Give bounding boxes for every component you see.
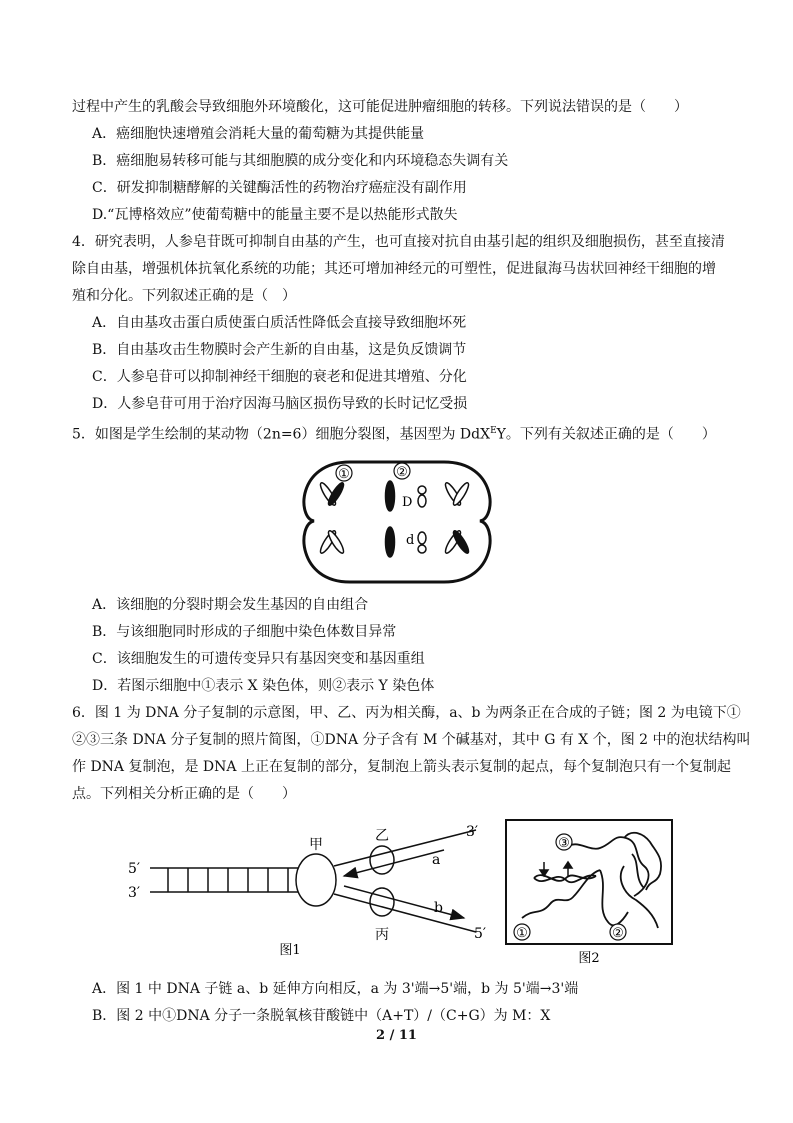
q4-stem-line1: 4．研究表明，人参皂苷既可抑制自由基的产生，也可直接对抗自由基引起的组织及细胞损伤，甚至直接清	[72, 234, 725, 250]
fig1-enzyme-yi: 乙	[375, 828, 389, 844]
gene-d-upper: D	[402, 495, 413, 510]
chromosome-upper-middle	[386, 481, 395, 511]
chromosome-lower-left	[318, 529, 346, 555]
q5-option-c: C．该细胞发生的可遗传变异只有基因突变和基因重组	[92, 651, 425, 667]
q5-stem-sup: E	[490, 426, 497, 436]
q5-stem-after: Y。下列有关叙述正确的是（ ）	[496, 426, 716, 443]
enzyme-bing	[370, 888, 394, 916]
q3-option-d: D.“瓦博格效应”使葡萄糖中的能量主要不是以热能形式散失	[92, 207, 458, 223]
q3-stem-tail: 过程中产生的乳酸会导致细胞外环境酸化，这可能促进肿瘤细胞的转移。下列说法错误的是（ ）	[72, 99, 688, 115]
cell-outline	[304, 462, 490, 582]
fig2-label-3: ③	[558, 836, 570, 851]
q6-stem-line1: 6．图 1 为 DNA 分子复制的示意图，甲、乙、丙为相关酶，a、b 为两条正在合成的子链；图 2 为电镜下①	[72, 705, 741, 721]
chromosome-upper-left	[318, 481, 346, 507]
q5-option-d: D．若图示细胞中①表示 X 染色体，则②表示 Y 染色体	[92, 678, 435, 694]
q3-option-a: A．癌细胞快速增殖会消耗大量的葡萄糖为其提供能量	[92, 126, 425, 142]
q6-option-b: B．图 2 中①DNA 分子一条脱氧核苷酸链中（A+T）/（C+G）为 M：X	[92, 1008, 551, 1024]
q5-stem	[72, 421, 716, 445]
q4-stem-line3: 殖和分化。下列叙述正确的是（ ）	[72, 288, 296, 304]
q3-option-c: C．研发抑制糖酵解的关键酶活性的药物治疗癌症没有副作用	[92, 180, 467, 196]
chromosome-lower-small	[418, 532, 426, 553]
cell-division-figure	[292, 456, 502, 586]
dna-replication-figure-2	[504, 818, 679, 968]
q6-option-a: A．图 1 中 DNA 子链 a、b 延伸方向相反，a 为 3'端→5'端，b 为 5'端→3'端	[92, 981, 579, 997]
chromosome-lower-middle	[386, 527, 395, 557]
fig2-label-2: ②	[612, 926, 624, 941]
template-strand-lower	[334, 894, 476, 932]
q6-stem-line3: 作 DNA 复制泡，是 DNA 上正在复制的部分，复制泡上箭头表示复制的起点，每个复制泡只有一个复制起	[72, 759, 731, 775]
fig1-end5-bottom: 5′	[474, 926, 487, 942]
fig1-end5-left: 5′	[128, 861, 141, 877]
fig1-strand-b: b	[434, 900, 443, 916]
q3-option-b: B．癌细胞易转移可能与其细胞膜的成分变化和内环境稳态失调有关	[92, 153, 509, 169]
fig1-enzyme-jia: 甲	[309, 837, 323, 853]
q4-option-d: D．人参皂苷可用于治疗因海马脑区损伤导致的长时记忆受损	[92, 396, 468, 412]
fig2-label-1: ①	[516, 926, 528, 941]
fig1-enzyme-bing: 丙	[375, 927, 389, 943]
chromosome-lower-right	[443, 529, 471, 555]
q5-option-b: B．与该细胞同时形成的子细胞中染色体数目异常	[92, 624, 397, 640]
fig1-strand-a: a	[432, 852, 441, 868]
q4-option-c: C．人参皂苷可以抑制神经干细胞的衰老和促进其增殖、分化	[92, 369, 467, 385]
gene-d-lower: d	[406, 533, 415, 548]
chromosome-upper-right	[443, 481, 471, 507]
q5-option-a: A．该细胞的分裂时期会发生基因的自由组合	[92, 597, 369, 613]
fig1-end3-top: 3′	[466, 824, 479, 840]
q6-stem-line2: ②③三条 DNA 分子复制的照片简图，①DNA 分子含有 M 个碱基对，其中 G 有 X 个，图 2 中的泡状结构叫	[72, 732, 751, 748]
enzyme-jia	[296, 854, 336, 906]
page-number: 2 / 11	[376, 1028, 417, 1043]
dna-replication-figure-1	[120, 822, 500, 962]
fig1-end3-left: 3′	[128, 885, 141, 901]
base-pair-rungs	[168, 868, 288, 892]
q5-stem-before: 5．如图是学生绘制的某动物（2n=6）细胞分裂图，基因型为 DdX	[72, 426, 491, 443]
cell-label-2: ②	[396, 465, 408, 480]
cell-label-1: ①	[338, 467, 350, 482]
q4-option-a: A．自由基攻击蛋白质使蛋白质活性降低会直接导致细胞坏死	[92, 315, 467, 331]
fig1-caption: 图1	[279, 943, 301, 958]
chromosome-upper-small	[418, 486, 426, 507]
q6-stem-line4: 点。下列相关分析正确的是（ ）	[72, 786, 296, 802]
dna-molecules	[522, 833, 661, 928]
q4-stem-line2: 除自由基，增强机体抗氧化系统的功能；其还可增加神经元的可塑性，促进鼠海马齿状回神经干细胞的增	[72, 261, 716, 277]
enzyme-yi	[370, 846, 394, 874]
q4-option-b: B．自由基攻击生物膜时会产生新的自由基，这是负反馈调节	[92, 342, 467, 358]
fig2-caption: 图2	[578, 951, 600, 966]
replication-origin-arrows	[540, 862, 572, 876]
